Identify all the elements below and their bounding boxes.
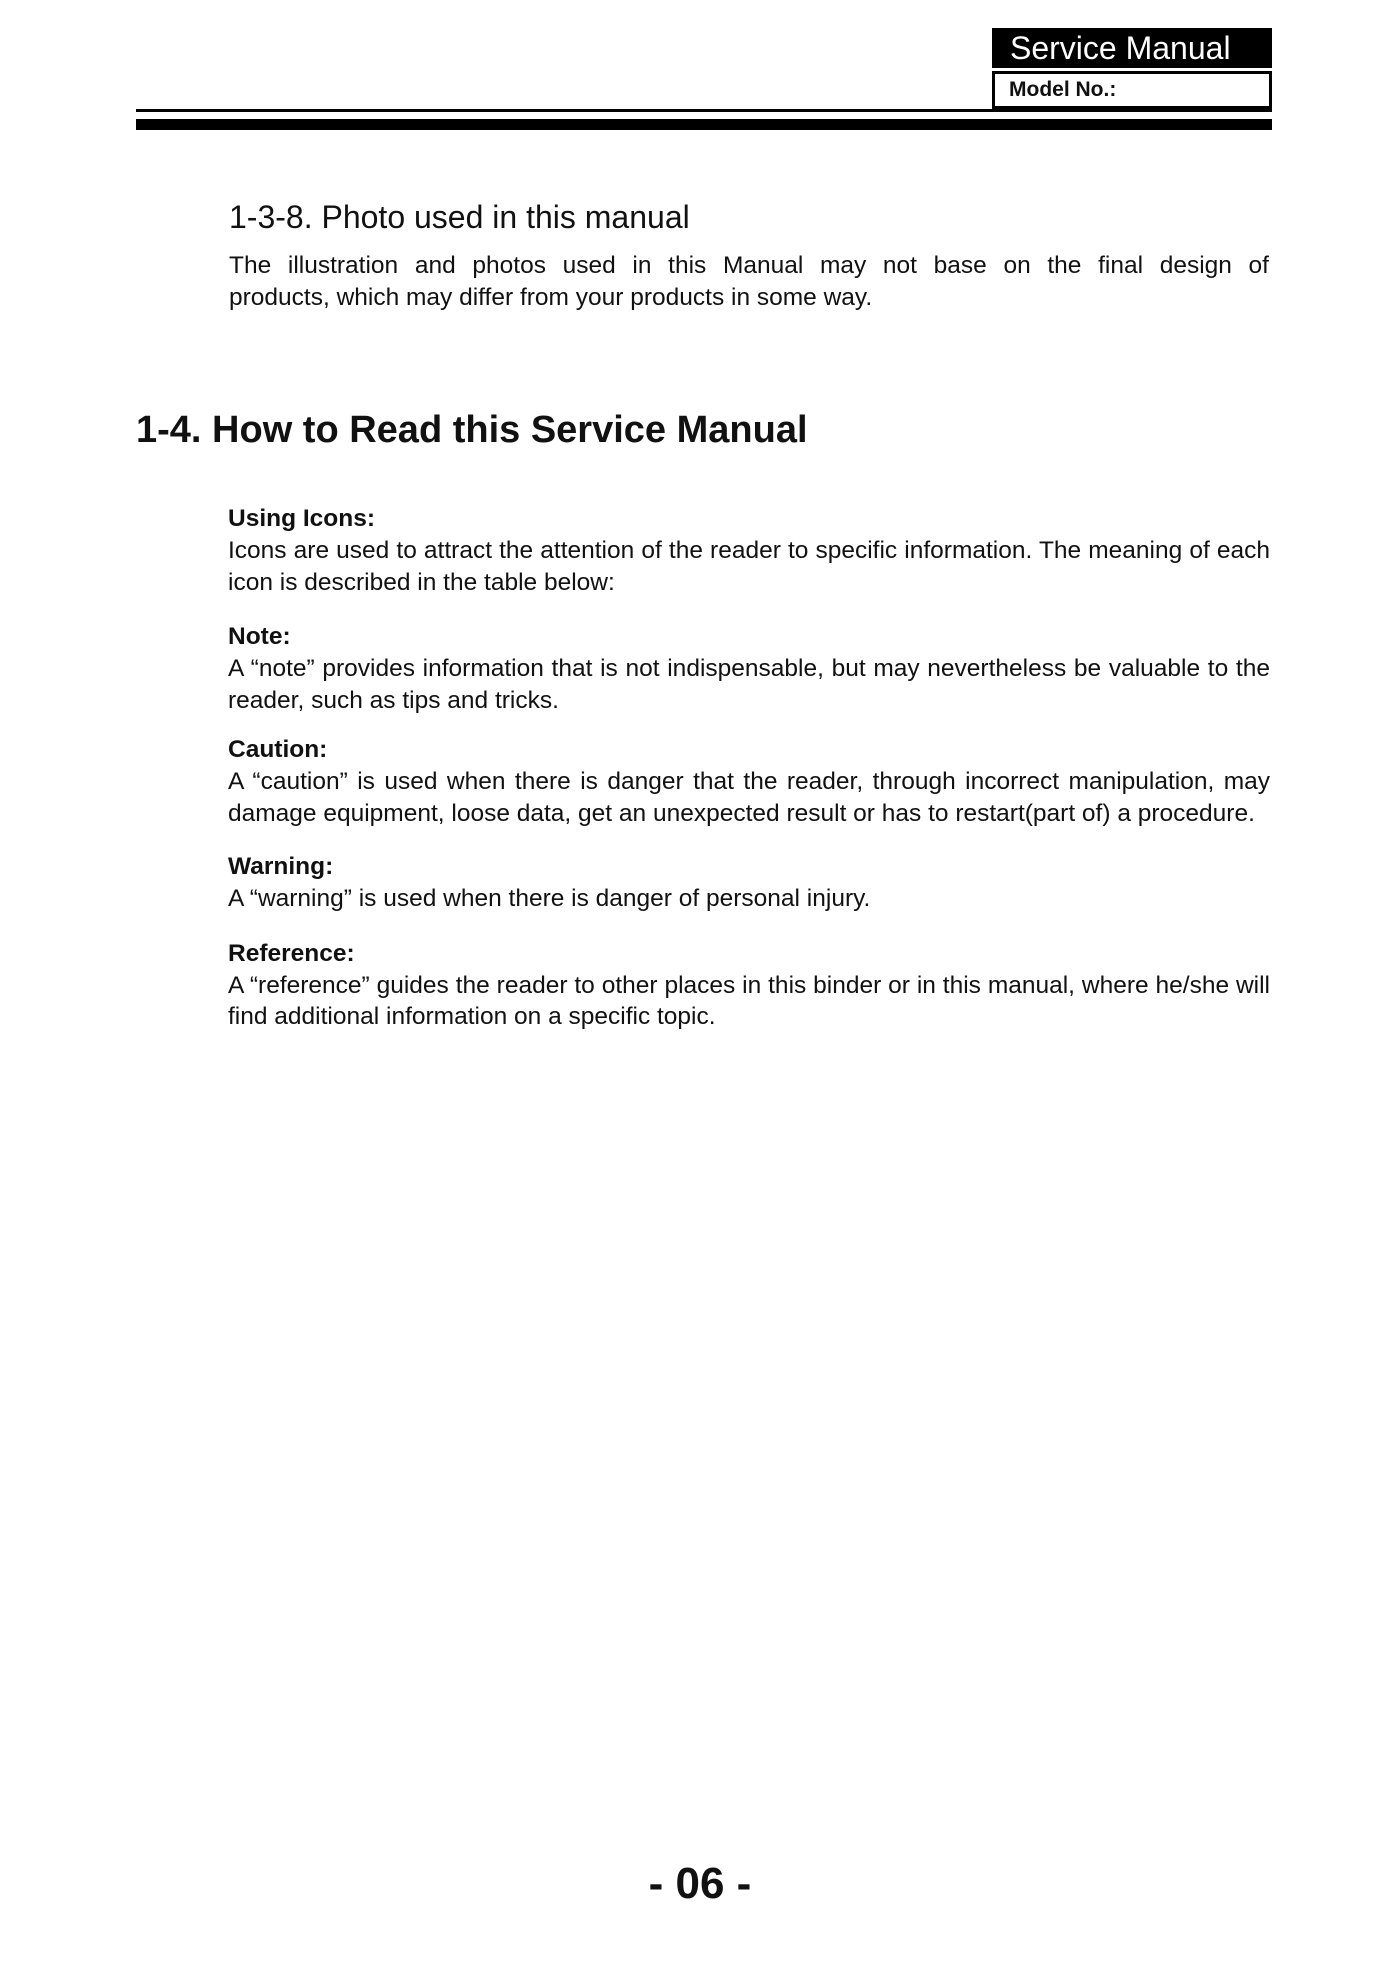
definition-title: Warning: (228, 853, 334, 880)
definition-text: Icons are used to attract the attention of the reader to specific information. The meaning of each icon is described in the table below: (228, 537, 1270, 596)
definition-title: Note: (228, 623, 291, 650)
manual-title: Service Manual (992, 28, 1272, 68)
subsection-body (229, 250, 1269, 314)
icon-definitions (228, 503, 1270, 1033)
definition-using-icons (228, 503, 1270, 598)
header-rule-thin (136, 109, 1272, 112)
definition-text: A “note” provides information that is not indispensable, but may nevertheless be valuable to the reader, such as tips and tricks. (228, 655, 1270, 714)
definition-text: A “caution” is used when there is danger that the reader, through incorrect manipulation, may damage equipment, loose data, get an unexpected result or has to restart(part of) a procedure. (228, 768, 1270, 827)
definition-warning (228, 851, 1270, 915)
model-number-label: Model No.: (992, 71, 1272, 109)
section-heading: 1-4. How to Read this Service Manual (136, 409, 808, 451)
definition-caution (228, 734, 1270, 829)
header-badge (992, 28, 1272, 109)
header-rule-thick (136, 119, 1272, 130)
definition-reference (228, 938, 1270, 1033)
subsection-heading: 1-3-8. Photo used in this manual (229, 199, 690, 235)
definition-note (228, 621, 1270, 716)
subsection-body-line-2: products, which may differ from your products in some way. (229, 284, 873, 311)
definition-text: A “warning” is used when there is danger of personal injury. (228, 885, 871, 912)
definition-title: Caution: (228, 736, 328, 763)
definition-text: A “reference” guides the reader to other places in this binder or in this manual, where he/she will find additional information on a specific topic. (228, 971, 1270, 1030)
definition-title: Using Icons: (228, 505, 376, 532)
definition-title: Reference: (228, 939, 355, 967)
subsection-body-line-1: The illustration and photos used in this Manual may not base on the final design of (229, 252, 1269, 279)
page-number: - 06 - (648, 1859, 752, 1908)
